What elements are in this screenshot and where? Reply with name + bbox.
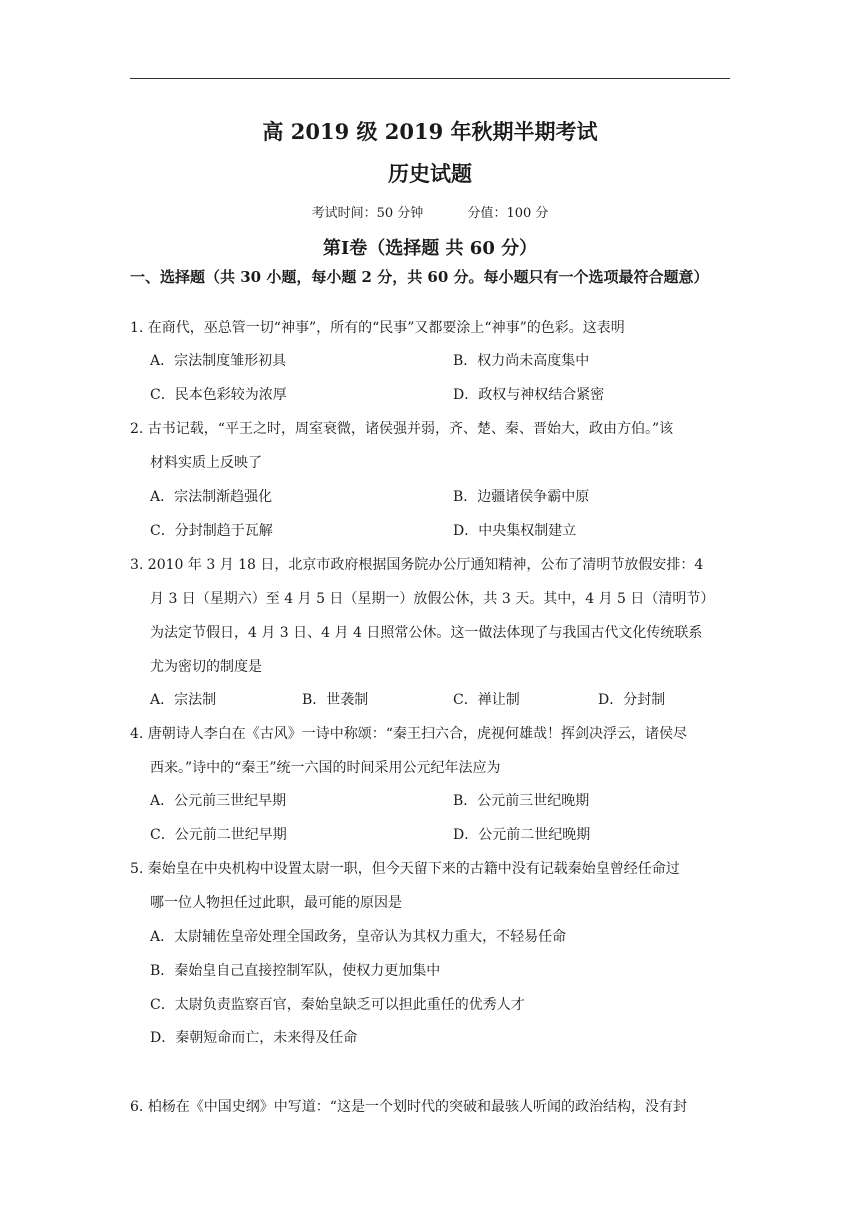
top-rule: [130, 78, 730, 79]
question-5-line: 哪一位人物担任过此职，最可能的原因是: [150, 895, 402, 911]
question-5-option-d: D．秦朝短命而亡，未来得及任命: [150, 1030, 358, 1046]
question-3-line: 为法定节假日，4 月 3 日、4 月 4 日照常公休。这一做法体现了与我国古代文化传统联系: [150, 625, 703, 641]
question-5-line: 5. 秦始皇在中央机构中设置太尉一职，但今天留下来的古籍中没有记载秦始皇曾经任命过: [130, 861, 680, 877]
exam-title: 高 2019 级 2019 年秋期半期考试: [262, 119, 598, 144]
question-4-line: 4. 唐朝诗人李白在《古风》一诗中称颂：“秦王扫六合，虎视何雄哉！挥剑决浮云，诸侯尽: [130, 726, 687, 742]
question-3-option-d: D．分封制: [598, 692, 666, 708]
exam-score: 分值：100 分: [467, 206, 549, 221]
question-3-line: 尤为密切的制度是: [150, 659, 262, 675]
exam-time: 考试时间：50 分钟: [311, 206, 424, 221]
question-2-line: 材料实质上反映了: [150, 455, 262, 471]
question-6-line: 6. 柏杨在《中国史纲》中写道：“这是一个划时代的突破和最骇人听闻的政治结构，没有封: [130, 1099, 687, 1115]
part-instruction: 一、选择题（共 30 小题，每小题 2 分，共 60 分。每小题只有一个选项最符合题意）: [130, 268, 709, 286]
question-3-line: 月 3 日（星期六）至 4 月 5 日（星期一）放假公休，共 3 天。其中，4 月 5 日（清明节）: [150, 591, 715, 607]
volume-title: 第Ⅰ卷（选择题 共 60 分）: [322, 238, 538, 259]
question-1-option-a: A．宗法制度雏形初具: [150, 353, 287, 369]
question-5-option-c: C．太尉负责监察百官，秦始皇缺乏可以担此重任的优秀人才: [150, 997, 525, 1013]
question-4-option-a: A．公元前三世纪早期: [150, 793, 287, 809]
question-5-option-b: B．秦始皇自己直接控制军队，使权力更加集中: [150, 963, 441, 979]
question-2-line: 2. 古书记载，“平王之时，周室衰微，诸侯强并弱，齐、楚、秦、晋始大，政由方伯。”该: [130, 421, 674, 437]
question-1-option-c: C．民本色彩较为浓厚: [150, 387, 287, 403]
question-2-option-c: C．分封制趋于瓦解: [150, 523, 273, 539]
question-2-option-b: B．边疆诸侯争霸中原: [453, 489, 590, 505]
question-3-option-b: B．世袭制: [302, 692, 369, 708]
question-1-line: 1. 在商代，巫总管一切“神事”，所有的“民事”又都要涂上“神事”的色彩。这表明: [130, 320, 625, 336]
subject-title: 历史试题: [388, 161, 472, 186]
question-2-option-d: D．中央集权制建立: [453, 523, 577, 539]
exam-meta: [0, 202, 860, 221]
question-5-option-a: A．太尉辅佐皇帝处理全国政务，皇帝认为其权力重大，不轻易任命: [150, 929, 567, 945]
question-4-option-c: C．公元前二世纪早期: [150, 827, 287, 843]
question-4-line: 西来。”诗中的“秦王”统一六国的时间采用公元纪年法应为: [150, 760, 501, 776]
question-3-line: 3. 2010 年 3 月 18 日，北京市政府根据国务院办公厅通知精神，公布了清明节放假安排：4: [130, 557, 704, 573]
question-1-option-d: D．政权与神权结合紧密: [453, 387, 605, 403]
question-3-option-a: A．宗法制: [150, 692, 217, 708]
question-2-option-a: A．宗法制渐趋强化: [150, 489, 273, 505]
question-1-option-b: B．权力尚未高度集中: [453, 353, 590, 369]
question-4-option-d: D．公元前二世纪晚期: [453, 827, 591, 843]
question-4-option-b: B．公元前三世纪晚期: [453, 793, 590, 809]
question-3-option-c: C．禅让制: [453, 692, 520, 708]
